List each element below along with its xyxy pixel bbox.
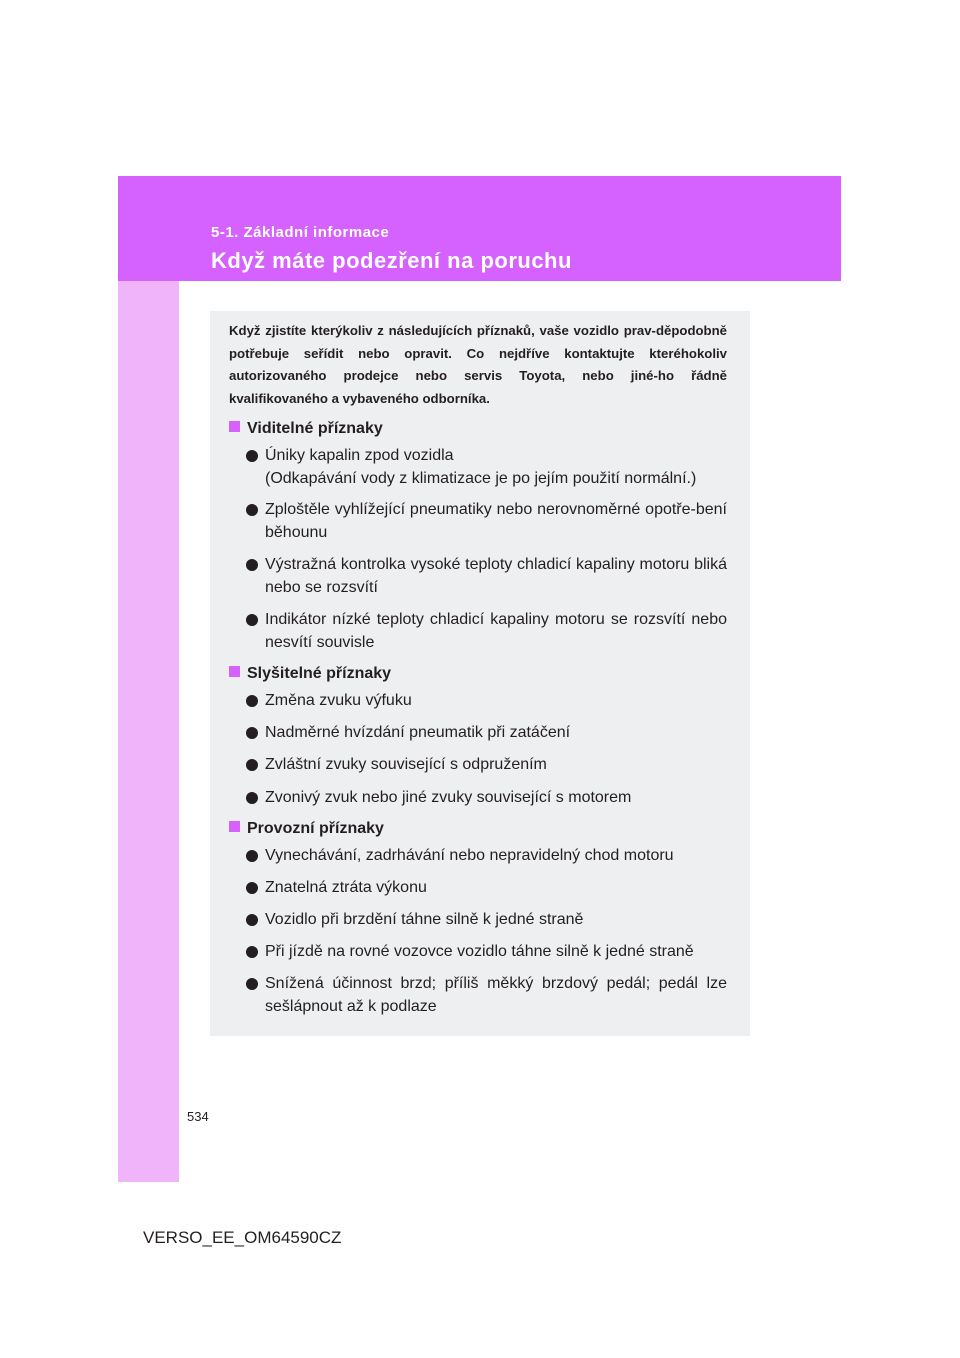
bullet-dot-icon — [246, 450, 258, 462]
list-item-note: (Odkapávání vody z klimatizace je po jejím použití normální.) — [265, 470, 697, 487]
list-item — [246, 876, 727, 899]
page-title: Když máte podezření na poruchu — [211, 248, 572, 273]
list-item-text: Zvláštní zvuky související s odpružením — [265, 756, 547, 773]
list-item-text: Indikátor nízké teploty chladicí kapaliny motoru se rozsvítí nebo nesvítí souvisle — [265, 611, 727, 651]
bullet-dot-icon — [246, 914, 258, 926]
square-bullet-icon — [229, 821, 240, 832]
list-item — [246, 689, 727, 712]
list-item-text: Úniky kapalin zpod vozidla — [265, 447, 454, 464]
bullet-dot-icon — [246, 978, 258, 990]
side-tab — [118, 176, 179, 1182]
bullet-dot-icon — [246, 695, 258, 707]
page-number: 534 — [187, 1109, 209, 1124]
section-heading-visible — [229, 418, 383, 440]
list-item-text: Nadměrné hvízdání pneumatik při zatáčení — [265, 724, 571, 741]
section-heading-text: Slyšitelné příznaky — [247, 665, 392, 682]
list-item-text: Zploštěle vyhlížející pneumatiky nebo nerovnoměrné opotře-bení běhounu — [265, 501, 727, 541]
list-item-text: Výstražná kontrolka vysoké teploty chladicí kapaliny motoru bliká nebo se rozsvítí — [265, 556, 727, 596]
list-item-text: Snížená účinnost brzd; příliš měkký brzdový pedál; pedál lze sešlápnout až k podlaze — [265, 975, 727, 1015]
section-heading-operational — [229, 818, 384, 840]
list-item-text: Při jízdě na rovné vozovce vozidlo táhne silně k jedné straně — [265, 943, 694, 960]
bullet-dot-icon — [246, 850, 258, 862]
bullet-dot-icon — [246, 946, 258, 958]
list-item — [246, 940, 727, 963]
bullet-dot-icon — [246, 792, 258, 804]
list-item — [246, 498, 727, 544]
list-item — [246, 908, 727, 931]
section-heading-audible — [229, 663, 391, 685]
square-bullet-icon — [229, 421, 240, 432]
square-bullet-icon — [229, 666, 240, 677]
section-heading-text: Provozní příznaky — [247, 820, 384, 837]
list-item — [246, 444, 727, 490]
bullet-dot-icon — [246, 504, 258, 516]
section-label: 5-1. Základní informace — [211, 224, 390, 241]
header-band — [118, 176, 841, 281]
list-item — [246, 786, 727, 809]
list-item — [246, 721, 727, 744]
bullet-dot-icon — [246, 759, 258, 771]
section-heading-text: Viditelné příznaky — [247, 420, 383, 437]
intro-paragraph: Když zjistíte kterýkoliv z následujících příznaků, vaše vozidlo prav-děpodobně potřebuje seřídit nebo opravit. Co nejdříve kontaktujte kteréhokoliv autorizovaného prodejce nebo servis Toyota, nebo jiné-ho řádně kvalifikovaného a vybaveného odborníka. — [229, 323, 727, 406]
list-item — [246, 753, 727, 776]
list-item — [246, 972, 727, 1018]
bullet-dot-icon — [246, 882, 258, 894]
bullet-dot-icon — [246, 614, 258, 626]
list-item — [246, 844, 727, 867]
list-item-text: Znatelná ztráta výkonu — [265, 879, 427, 896]
list-item-text: Vynechávání, zadrhávání nebo nepravidelný chod motoru — [265, 847, 674, 864]
list-item-text: Vozidlo při brzdění táhne silně k jedné straně — [265, 911, 584, 928]
bullet-dot-icon — [246, 559, 258, 571]
bullet-dot-icon — [246, 727, 258, 739]
list-item-text: Změna zvuku výfuku — [265, 692, 412, 709]
document-code: VERSO_EE_OM64590CZ — [143, 1228, 342, 1247]
list-item — [246, 553, 727, 599]
list-item-text: Zvonivý zvuk nebo jiné zvuky související s motorem — [265, 789, 632, 806]
list-item — [246, 608, 727, 654]
